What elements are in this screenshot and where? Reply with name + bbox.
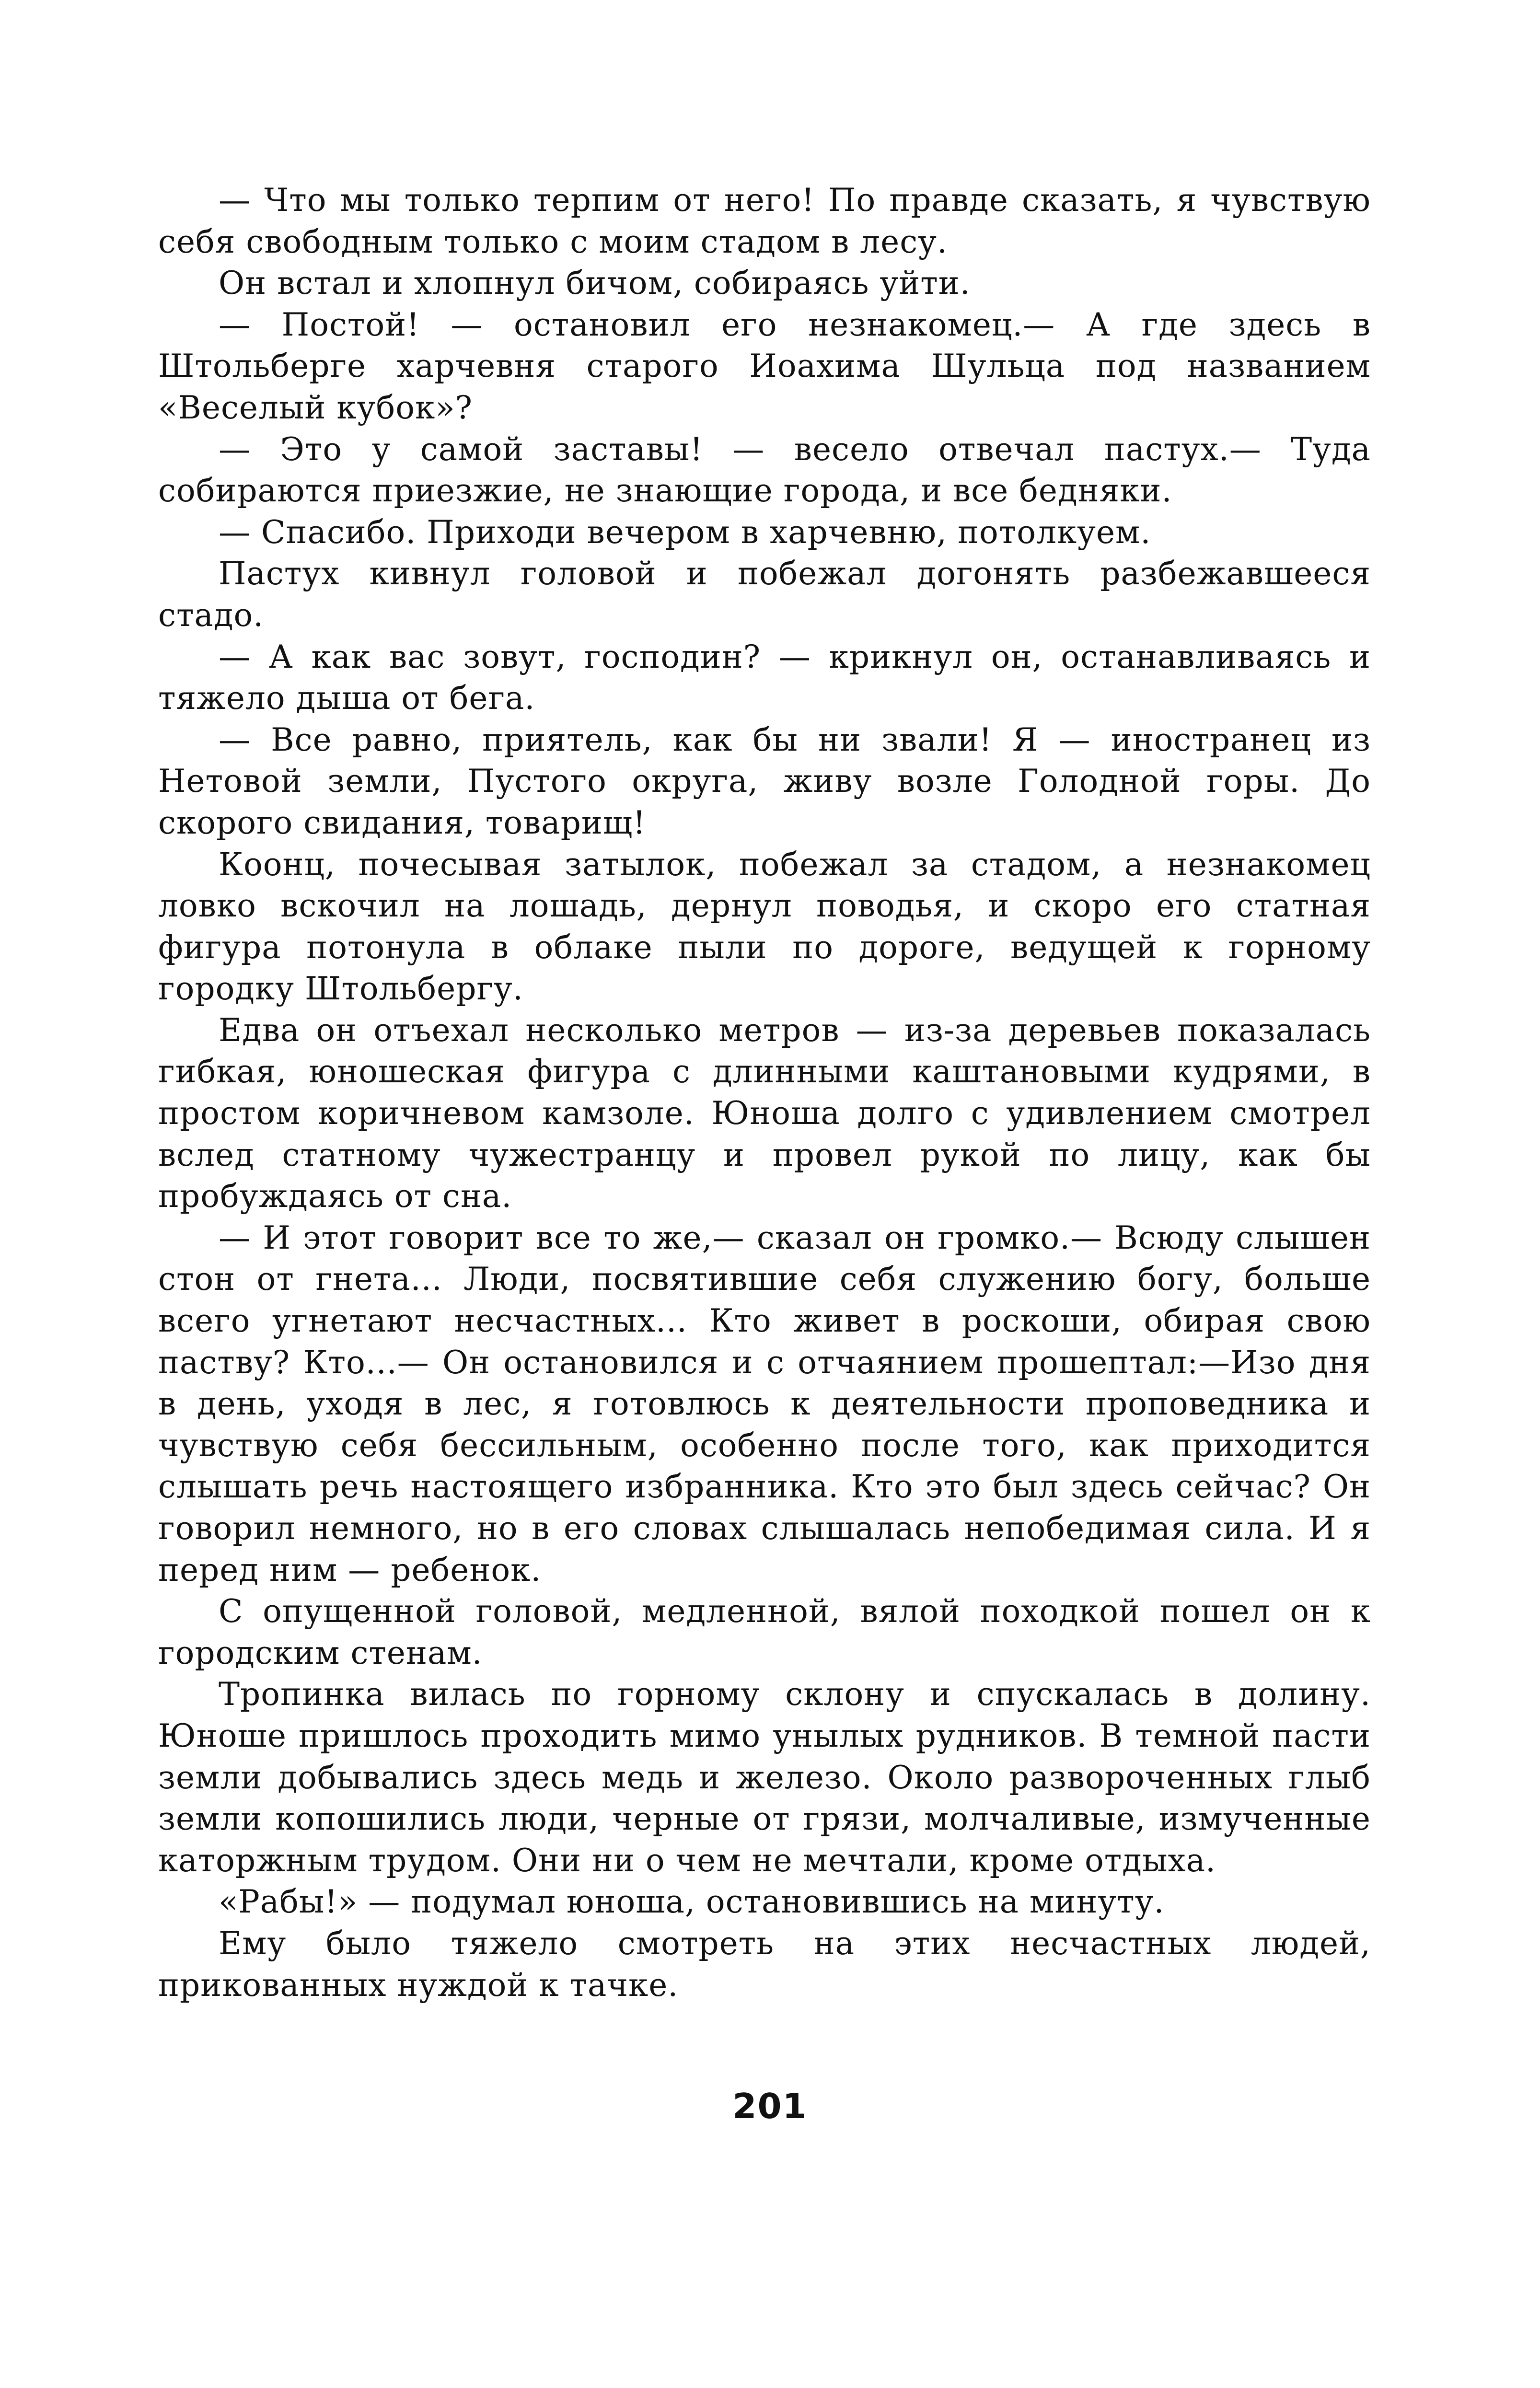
paragraph: Он встал и хлопнул бичом, собираясь уйти. bbox=[219, 265, 971, 302]
paragraph: Ему было тяжело смотреть на этих несчастных людей, прикованных нуждой к тачке. bbox=[158, 1924, 1371, 2004]
paragraph: Пастух кивнул головой и побежал догонять разбежавшееся стадо. bbox=[158, 555, 1371, 634]
paragraph: — Постой! — остановил его незнакомец.— А где здесь в Штольберге харчевня старого Иоахима Шульца под названием «Веселый кубок»? bbox=[158, 306, 1371, 426]
paragraph: «Рабы!» — подумал юноша, остановившись на минуту. bbox=[219, 1883, 1165, 1921]
paragraph: Едва он отъехал несколько метров — из-за деревьев показалась гибкая, юношеская фигура с длинными каштановыми кудрями, в простом коричневом камзоле. Юноша долго с удивлением смотрел вслед статному чужестранцу и провел рукой по лицу, как бы пробуждаясь от сна. bbox=[158, 1011, 1371, 1215]
paragraph: — Что мы только терпим от него! По правде сказать, я чувствую себя свободным только с моим стадом в лесу. bbox=[158, 182, 1371, 260]
paragraph: — Все равно, приятель, как бы ни звали! Я — иностранец из Нетовой земли, Пустого округа, живу возле Голодной горы. До скорого свидания, товарищ! bbox=[158, 721, 1371, 841]
page-number: 201 bbox=[732, 2086, 808, 2126]
paragraph: — И этот говорит все то же,— сказал он громко.— Всюду слышен стон от гнета... Люди, посвятившие себя служению богу, больше всего угнетают несчастных... Кто живет в роскоши, обирая свою паству? Кто...— Он остановился и с отчаянием прошептал:—Изо дня в день, уходя в лес, я готовлюсь к деятельности проповедника и чувствую себя бессильным, особенно после того, как приходится слышать речь настоящего избранника. Кто это был здесь сейчас? Он говорил немного, но в его словах слышалась непобедимая сила. И я перед ним — ребенок. bbox=[158, 1219, 1371, 1588]
paragraph: Тропинка вилась по горному склону и спускалась в долину. Юноше пришлось проходить мимо унылых рудников. В темной пасти земли добывались здесь медь и железо. Около развороченных глыб земли копошились люди, черные от грязи, молчаливые, измученные каторжным трудом. Они ни о чем не мечтали, кроме отдыха. bbox=[158, 1676, 1371, 1879]
paragraph: Коонц, почесывая затылок, побежал за стадом, а незнакомец ловко вскочил на лошадь, дернул поводья, и скоро его статная фигура потонула в облаке пыли по дороге, ведущей к горному городку Штольбергу. bbox=[158, 846, 1371, 1008]
book-page-text bbox=[158, 180, 1371, 2006]
paragraph: — Это у самой заставы! — весело отвечал пастух.— Туда собираются приезжие, не знающие города, и все бедняки. bbox=[158, 430, 1371, 510]
paragraph: — А как вас зовут, господин? — крикнул он, останавливаясь и тяжело дыша от бега. bbox=[158, 638, 1371, 717]
paragraph: С опущенной головой, медленной, вялой походкой пошел он к городским стенам. bbox=[158, 1593, 1371, 1671]
paragraph: — Спасибо. Приходи вечером в харчевню, потолкуем. bbox=[219, 513, 1151, 551]
